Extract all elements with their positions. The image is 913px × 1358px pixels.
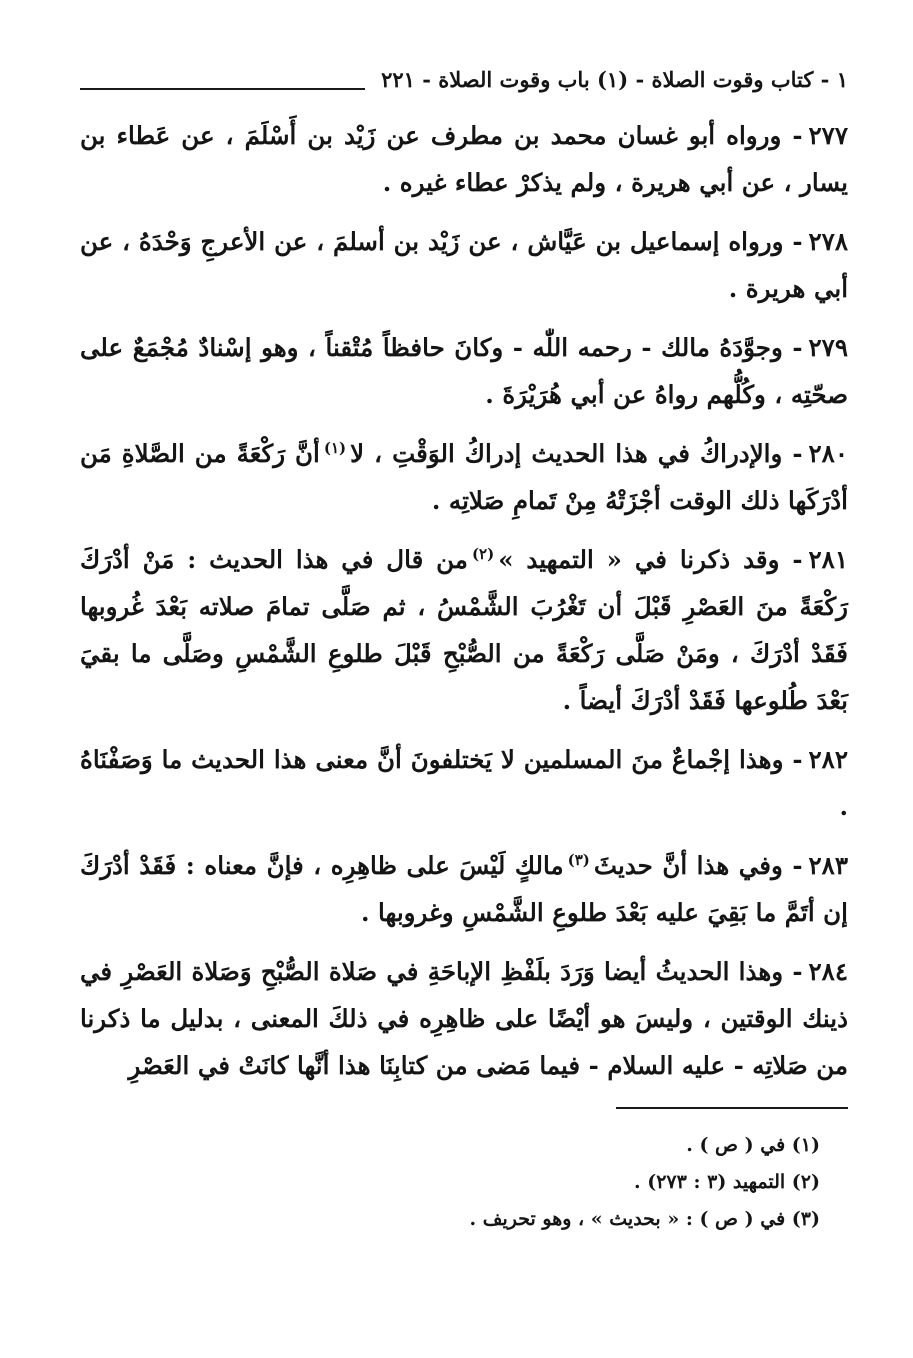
footnote-3: (٣) في ( ص ) : « بحديث » ، وهو تحريف . [469, 1208, 820, 1230]
main-text [80, 112, 848, 1089]
paragraph-number: ٢٧٨ [808, 227, 848, 256]
paragraph-281 [80, 536, 848, 724]
paragraph-text-cont: مالكٍ لَيْسَ على ظاهِرِه ، فإنَّ معناه : فَقَدْ أدْرَكَ إن أتَمَّ ما بَقِيَ عليه بَعْدَ طلوعِ الشَّمْسِ وغروبها . [80, 851, 848, 927]
paragraph-279 [80, 324, 848, 418]
paragraph-number: ٢٧٧ [808, 121, 848, 150]
paragraph-278 [80, 218, 848, 312]
footnote-ref: (٣) [567, 850, 590, 869]
paragraph-text: - وجوَّدَهُ مالك - رحمه اللّٰه - وكانَ حافظاً مُتْقناً ، وهو إسْنادٌ مُجْمَعٌ على صحّتِه ، وكُلُّهم رواهُ عن أبي هُرَيْرَةَ . [80, 333, 848, 409]
paragraph-277 [80, 112, 848, 206]
paragraph-282 [80, 736, 848, 830]
paragraph-text: - وقد ذكرنا في « التمهيد » [498, 545, 803, 574]
footnote-ref: (٢) [471, 544, 495, 563]
header-rule [80, 88, 365, 90]
paragraph-number: ٢٨٣ [808, 851, 848, 880]
paragraph-text: - والإدراكُ في هذا الحديث إدراكُ الوَقْتِ ، لا [350, 439, 803, 468]
book-page [80, 60, 848, 1238]
paragraph-number: ٢٨٠ [808, 439, 848, 468]
running-header [80, 60, 848, 100]
paragraph-283 [80, 842, 848, 936]
footnote-separator [616, 1107, 848, 1109]
footnote-1: (١) في ( ص ) . [686, 1134, 820, 1156]
running-header-text: ١ - كتاب وقوت الصلاة - (١) باب وقوت الصلاة - ٢٢١ [381, 67, 848, 92]
paragraph-text-cont: من قال في هذا الحديث : مَنْ أدْرَكَ رَكْعَةً منَ العَصْرِ قَبْلَ أن تَغْرُبَ الشَّمْسُ ، ثم صَلَّى تمامَ صلاته بَعْدَ غُروبها فَقَدْ أدْرَكَ ، ومَنْ صَلَّى رَكْعَةً من الصُّبْحِ قَبْلَ طلوعِ الشَّمْسِ وصَلَّى ما بقيَ بَعْدَ طُلوعها فَقَدْ أدْرَكَ أيضاً . [80, 545, 848, 715]
paragraph-280 [80, 430, 848, 524]
paragraph-text: - وهذا الحديثُ أيضا وَرَدَ بلَفْظِ الإباحَةِ في صَلاة الصُّبْحِ وَصَلاة العَصْرِ في ذينك الوقتين ، وليسَ هو أيْضًا على ظاهِرِه في ذلكَ المعنى ، بدليل ما ذكرنا من صَلاتِه - عليه السلام - فيما مَضى من كتابِنَا هذا أنَّها كانَتْ في العَصْرِ [80, 957, 848, 1080]
paragraph-text: - ورواه إسماعيل بن عَيَّاش ، عن زَيْد بن أسلمَ ، عن الأعرجِ وَحْدَهُ ، عن أبي هريرة . [80, 227, 848, 303]
paragraph-text-cont: أنَّ رَكْعَةً من الصَّلاةِ مَن أدْرَكَها ذلك الوقت أجْزَتْهُ مِنْ تَمامِ صَلاتِه . [80, 439, 848, 515]
paragraph-text: - وهذا إجْماعٌ منَ المسلمين لا يَختلفونَ أنَّ معنى هذا الحديث ما وَصَفْنَاهُ . [80, 745, 848, 821]
paragraph-number: ٢٨٤ [808, 957, 848, 986]
paragraph-number: ٢٨٢ [808, 745, 848, 774]
footnote-ref: (١) [323, 438, 347, 457]
paragraph-number: ٢٨١ [808, 545, 848, 574]
paragraph-number: ٢٧٩ [808, 333, 848, 362]
footnotes [80, 1127, 848, 1238]
footnote-2: (٢) التمهيد (٣ : ٢٧٣) . [633, 1171, 820, 1193]
paragraph-284 [80, 948, 848, 1089]
paragraph-text: - ورواه أبو غسان محمد بن مطرف عن زَيْد بن أَسْلَمَ ، عن عَطاء بن يسار ، عن أبي هريرة ، ولم يذكرْ عطاء غيره . [80, 121, 848, 197]
paragraph-text: - وفي هذا أنَّ حديثَ [593, 851, 803, 880]
